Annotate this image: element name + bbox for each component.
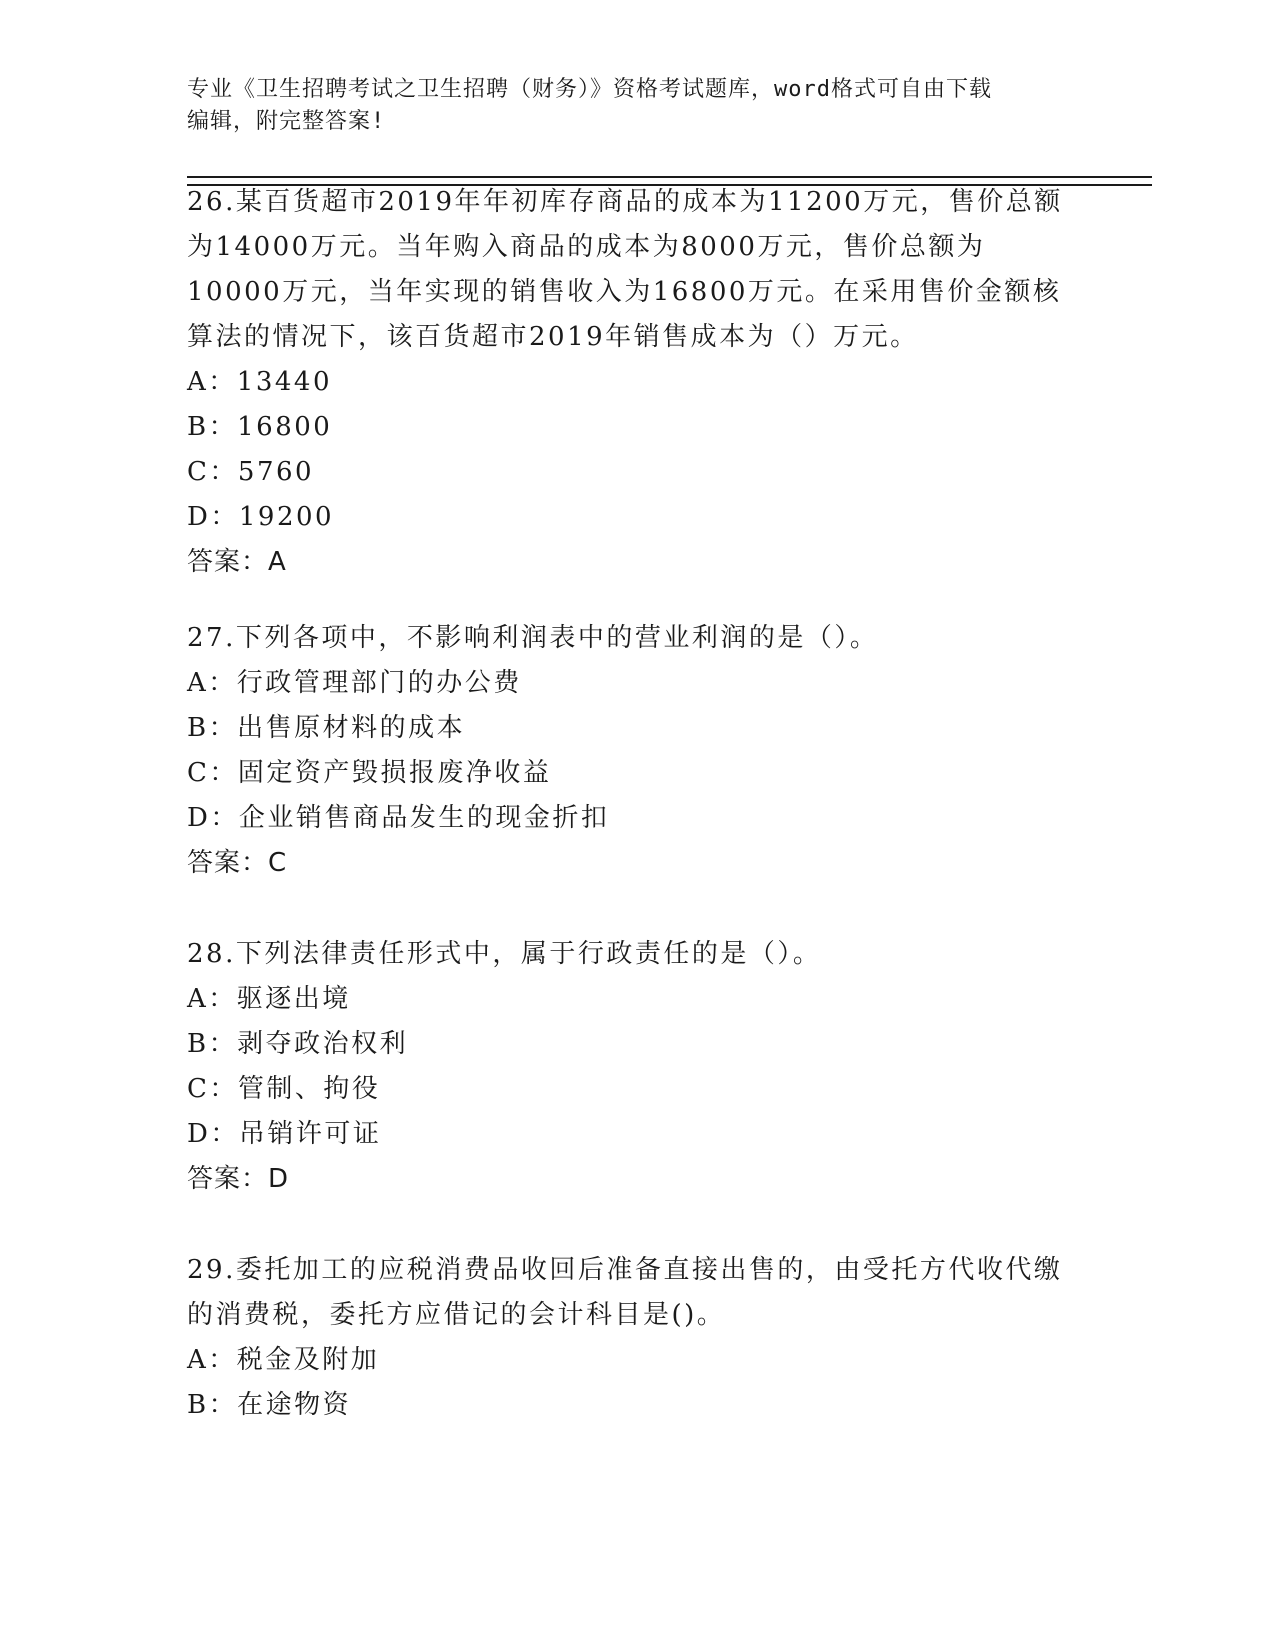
option-text: 在途物资 — [237, 1390, 352, 1420]
option-text: 管制、拘役 — [237, 1074, 381, 1104]
option-c — [187, 751, 1067, 796]
question-stem: 29.委托加工的应税消费品收回后准备直接出售的，由受托方代收代缴的消费税，委托方应借记的会计科目是()。 — [187, 1255, 1063, 1330]
option-a — [187, 360, 1067, 405]
option-label: A： — [187, 1345, 237, 1375]
option-label: B： — [187, 1029, 238, 1059]
question-stem: 26.某百货超市2019年年初库存商品的成本为11200万元，售价总额为14000万元。当年购入商品的成本为8000万元，售价总额为10000万元，当年实现的销售收入为16800万元。在采用售价金额核算法的情况下，该百货超市2019年销售成本为（）万元。 — [187, 187, 1063, 352]
option-text: 驱逐出境 — [236, 984, 351, 1014]
question-stem: 28.下列法律责任形式中，属于行政责任的是（）。 — [187, 939, 822, 969]
question-28 — [187, 932, 1067, 1202]
option-label: C： — [187, 1074, 238, 1104]
option-text: 行政管理部门的办公费 — [236, 668, 522, 698]
option-text: 剥夺政治权利 — [237, 1029, 409, 1059]
option-d — [187, 495, 1067, 540]
option-text: 5760 — [237, 457, 315, 487]
option-label: B： — [187, 713, 238, 743]
option-b — [187, 1383, 1067, 1428]
question-stem: 27.下列各项中，不影响利润表中的营业利润的是（）。 — [187, 623, 879, 653]
option-label: D： — [187, 803, 239, 833]
option-c — [187, 450, 1067, 495]
option-d — [187, 796, 1067, 841]
option-a — [187, 661, 1067, 706]
answer-line: 答案：C — [187, 848, 288, 878]
option-label: A： — [187, 984, 237, 1014]
option-label: B： — [187, 1390, 238, 1420]
question-27 — [187, 616, 1067, 886]
option-label: A： — [187, 668, 237, 698]
option-label: D： — [187, 1119, 239, 1149]
option-a — [187, 1338, 1067, 1383]
option-a — [187, 977, 1067, 1022]
option-text: 19200 — [238, 502, 335, 532]
question-29 — [187, 1248, 1067, 1428]
option-b — [187, 706, 1067, 751]
header-line-2: 编辑，附完整答案! — [187, 109, 386, 134]
option-text: 13440 — [236, 367, 332, 397]
option-label: C： — [187, 758, 238, 788]
option-text: 出售原材料的成本 — [237, 713, 466, 743]
option-label: D： — [187, 502, 239, 532]
option-label: C： — [187, 457, 238, 487]
option-label: A： — [187, 367, 237, 397]
question-26 — [187, 180, 1067, 585]
option-text: 税金及附加 — [236, 1345, 380, 1375]
option-d — [187, 1112, 1067, 1157]
option-b — [187, 405, 1067, 450]
option-text: 固定资产毁损报废净收益 — [237, 758, 552, 788]
header-line-1: 专业《卫生招聘考试之卫生招聘（财务）》资格考试题库，word格式可自由下载 — [187, 77, 992, 102]
option-text: 吊销许可证 — [238, 1119, 382, 1149]
answer-line: 答案：D — [187, 1164, 290, 1194]
document-header — [187, 74, 1087, 138]
answer-line: 答案：A — [187, 547, 287, 577]
option-c — [187, 1067, 1067, 1112]
option-text: 企业销售商品发生的现金折扣 — [238, 803, 610, 833]
option-label: B： — [187, 412, 238, 442]
option-text: 16800 — [237, 412, 333, 442]
option-b — [187, 1022, 1067, 1067]
